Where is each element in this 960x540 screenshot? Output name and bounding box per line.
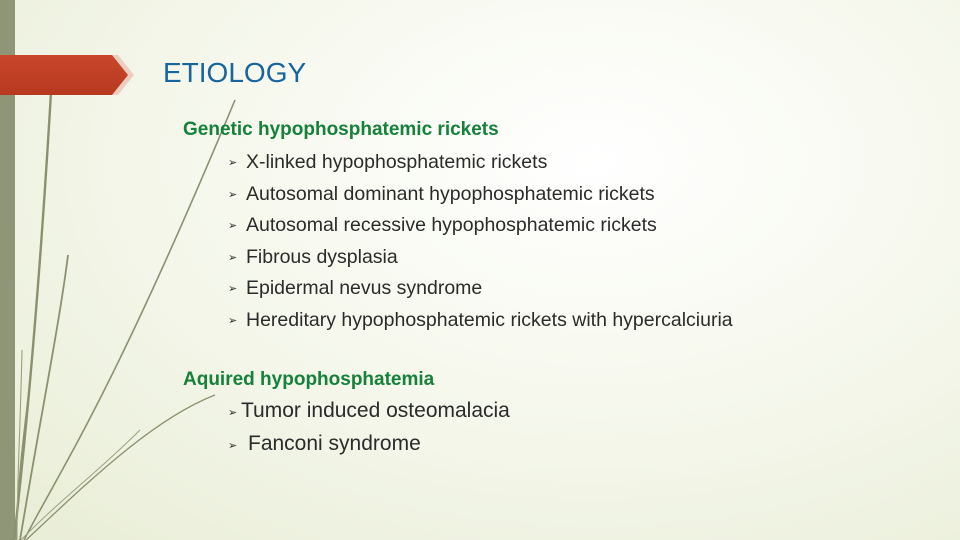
slide-title: ETIOLOGY [163,57,307,88]
genetic-causes-list [228,149,733,338]
list-item [228,244,733,276]
list-item [228,149,733,181]
list-item [228,181,733,213]
section-heading-genetic: Genetic hypophosphatemic rickets [183,119,499,140]
list-item [228,397,510,430]
list-item-text: Autosomal recessive hypophosphatemic rickets [246,214,657,236]
list-item-text: Autosomal dominant hypophosphatemic rickets [246,182,655,205]
list-item [228,430,510,463]
arrow-bullet-icon: ➢ [228,251,238,264]
list-item [228,275,733,307]
arrow-bullet-icon: ➢ [228,314,238,327]
list-item-text: Tumor induced osteomalacia [241,399,510,422]
acquired-causes-list [228,397,510,463]
arrow-bullet-icon: ➢ [228,440,238,452]
arrow-bullet-icon: ➢ [228,188,238,201]
list-item [228,212,733,244]
list-item-text: Fibrous dysplasia [246,245,398,268]
arrow-bullet-icon: ➢ [228,220,238,232]
arrow-bullet-icon: ➢ [228,157,238,169]
list-item-text: Epidermal nevus syndrome [246,277,483,299]
section-heading-acquired: Aquired hypophosphatemia [183,369,435,390]
list-item [228,307,733,339]
list-item-text: Fanconi syndrome [248,432,421,455]
list-item-text: Hereditary hypophosphatemic rickets with hypercalciuria [246,308,733,331]
list-item-text: X-linked hypophosphatemic rickets [246,151,548,173]
arrow-bullet-icon: ➢ [228,283,238,295]
title-accent-arrow [0,55,128,95]
arrow-bullet-icon: ➢ [228,407,238,419]
